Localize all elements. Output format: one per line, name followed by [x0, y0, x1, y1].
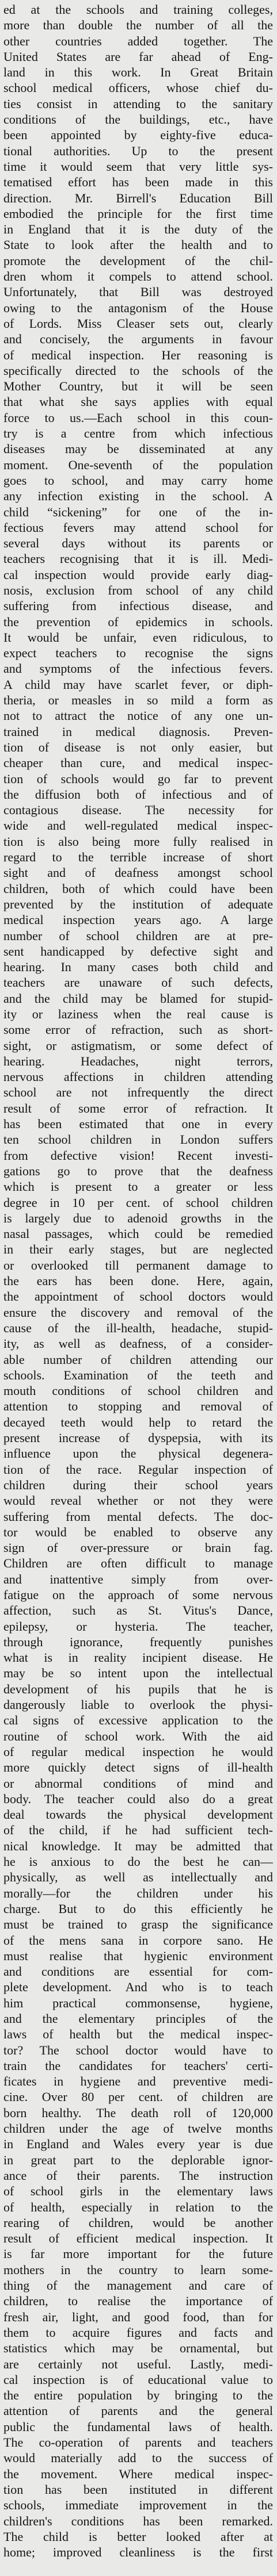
- text-line: ensure the discovery and removal of the: [3, 1305, 273, 1320]
- text-line: conditions of the buildings, etc., have: [3, 112, 273, 127]
- text-line: epilepsy, or hysteria. The teacher,: [3, 1619, 273, 1634]
- text-line: owing to the antagonism of the House: [3, 300, 273, 315]
- text-line: and the elementary principles of the: [3, 2011, 273, 2026]
- text-line: attention to stopping and removal of: [3, 1399, 273, 1414]
- text-line: child “sickening” for one of the in-: [3, 504, 273, 519]
- text-line: degree in 10 per cent. of school children: [3, 1195, 273, 1210]
- text-line: land in this work. In Great Britain: [3, 65, 273, 80]
- text-line: routine of school work. With the aid: [3, 1728, 273, 1743]
- text-line: and conditions are essential for com-: [3, 1964, 273, 1979]
- text-line: The child is better looked after at: [3, 2529, 273, 2544]
- text-line: him practical commonsense, hygiene,: [3, 1995, 273, 2010]
- text-line: school are not infrequently the direct: [3, 1085, 273, 1100]
- text-line: deal towards the physical development: [3, 1807, 273, 1822]
- text-line: fectious fevers may attend school for: [3, 520, 273, 535]
- text-line: affection, such as St. Vitus's Dance,: [3, 1603, 273, 1618]
- text-line: mouth conditions of school children and: [3, 1383, 273, 1398]
- text-line: expect teachers to recognise the signs: [3, 646, 273, 661]
- text-line: teachers are unaware of such defects,: [3, 975, 273, 990]
- text-line: from defective vision! Recent investi-: [3, 1148, 273, 1163]
- text-line: ficates in hygiene and preventive medi-: [3, 2074, 273, 2089]
- text-line: suffering from mental defects. The doc-: [3, 1509, 273, 1524]
- text-line: present increase of dyspepsia, with its: [3, 1431, 273, 1446]
- text-line: gations go to prove that the deafness: [3, 1163, 273, 1178]
- text-line: development of his pupils that he is: [3, 1681, 273, 1696]
- text-line: more than double the number of all the: [3, 18, 273, 33]
- text-line: fresh air, light, and good food, than for: [3, 2309, 273, 2324]
- text-line: in England and Wales every year is due: [3, 2137, 273, 2152]
- text-line: ed at the schools and training colleges,: [3, 2, 273, 17]
- text-line: would materially add to the success of: [3, 2451, 273, 2466]
- text-line: of school girls in the elementary laws: [3, 2184, 273, 2199]
- text-line: schools, immediate improvement in the: [3, 2498, 273, 2513]
- text-line: A child may have scarlet fever, or diph-: [3, 677, 273, 692]
- text-line: ity or laziness when the real cause is: [3, 1007, 273, 1021]
- text-line: and the child may be blamed for stupid-: [3, 991, 273, 1006]
- text-line: children, both of which could have been: [3, 881, 273, 896]
- text-line: thing of the management and care of: [3, 2278, 273, 2293]
- text-line: fatigue on the approach of some nervous: [3, 1587, 273, 1602]
- text-line: and symptoms of the infectious fevers.: [3, 661, 273, 676]
- text-line: number of school children are at pre-: [3, 928, 273, 943]
- text-line: children, to realise the importance of: [3, 2294, 273, 2309]
- text-line: wide and well-regulated medical inspec-: [3, 818, 273, 833]
- text-line: attention of parents and the general: [3, 2404, 273, 2418]
- text-line: in their early stages, but are neglected: [3, 1242, 273, 1257]
- text-line: moment. One-seventh of the population: [3, 457, 273, 472]
- text-line: laws of health but the medical inspec-: [3, 2027, 273, 2042]
- text-line: regard to the terrible increase of short: [3, 850, 273, 865]
- text-line: in great part to the deplorable ignor-: [3, 2152, 273, 2167]
- text-line: statistics which may be ornamental, but: [3, 2341, 273, 2356]
- text-line: or overlooked till permanent damage to: [3, 1258, 273, 1272]
- text-line: or abnormal conditions of mind and: [3, 1776, 273, 1791]
- text-line: the ears has been done. Here, again,: [3, 1274, 273, 1289]
- text-line: tion of schools would go far to prevent: [3, 771, 273, 786]
- text-line: cal signs of excessive application to the: [3, 1713, 273, 1728]
- text-line: of the mens sana in corpore sano. He: [3, 1933, 273, 1948]
- text-line: teachers recognising that it is ill. Medi-: [3, 551, 273, 566]
- text-line: children during their school years: [3, 1477, 273, 1492]
- text-line: cal inspection would provide early diag-: [3, 567, 273, 582]
- text-line: that what she says applies with equal: [3, 394, 273, 409]
- text-line: children's conditions has been remarked.: [3, 2513, 273, 2528]
- text-line: hearing. In many cases both child and: [3, 960, 273, 975]
- text-line: cheaper than cure, and medical inspec-: [3, 756, 273, 770]
- text-line: must realise that hygienic environment: [3, 1948, 273, 1963]
- text-line: in England that it is the duty of the: [3, 222, 273, 237]
- text-line: any infection existing in the school. A: [3, 489, 273, 504]
- text-line: not to attract the notice of any one un-: [3, 708, 273, 723]
- text-line: must be trained to grasp the significance: [3, 1917, 273, 1932]
- text-line: school medical officers, whose chief du-: [3, 80, 273, 95]
- text-line: direction. Mr. Birrell's Education Bill: [3, 190, 273, 205]
- text-line: through ignorance, frequently punishes: [3, 1634, 273, 1649]
- text-line: charge. But to do this efficiently he: [3, 1901, 273, 1916]
- text-line: home; improved cleanliness is the first: [3, 2545, 273, 2560]
- text-line: result of efficient medical inspection. It: [3, 2231, 273, 2246]
- text-line: try is a centre from which infectious: [3, 426, 273, 441]
- text-line: goes to school, and may carry home: [3, 473, 273, 488]
- text-line: children under the age of twelve months: [3, 2121, 273, 2136]
- text-line: rearing of children, would be another: [3, 2215, 273, 2230]
- text-line: tor would be enabled to observe any: [3, 1524, 273, 1539]
- text-line: and inattentive simply from over-: [3, 1571, 273, 1586]
- text-line: ance of their parents. The instruction: [3, 2168, 273, 2183]
- text-line: hearing. Headaches, night terrors,: [3, 1053, 273, 1068]
- text-line: them to acquire figures and facts and: [3, 2325, 273, 2340]
- text-line: cal inspection is of educational value to: [3, 2372, 273, 2387]
- text-line: of medical inspection. Her reasoning is: [3, 347, 273, 362]
- text-line: Unfortunately, that Bill was destroyed: [3, 285, 273, 300]
- text-line: United States are far ahead of Eng-: [3, 49, 273, 64]
- text-line: decayed teeth would help to retard the: [3, 1414, 273, 1429]
- text-line: physically, as well as intellectually and: [3, 1870, 273, 1885]
- text-line: the diffusion both of infectious and of: [3, 787, 273, 802]
- text-line: several days without its parents or: [3, 536, 273, 551]
- text-line: what is in reality incipient disease. He: [3, 1650, 273, 1665]
- text-line: The co-operation of parents and teachers: [3, 2435, 273, 2450]
- text-line: suffering from infectious disease, and: [3, 599, 273, 614]
- text-line: Mother Country, but it will be seen: [3, 379, 273, 394]
- text-line: tion is also being more fully realised in: [3, 834, 273, 849]
- text-line: able number of children attending our: [3, 1352, 273, 1367]
- text-line: born healthy. The death roll of 120,000: [3, 2105, 273, 2120]
- text-line: sight, or astigmatism, or some defect of: [3, 1038, 273, 1053]
- text-line: tor? The school doctor would have to: [3, 2042, 273, 2057]
- text-line: sign of over-pressure or brain fag.: [3, 1540, 273, 1555]
- text-line: of Lords. Miss Cleaser sets out, clearly: [3, 316, 273, 331]
- text-line: been appointed by eighty-five educa-: [3, 128, 273, 143]
- text-line: tion of the race. Regular inspection of: [3, 1462, 273, 1477]
- text-line: tion has been instituted in different: [3, 2482, 273, 2497]
- text-line: result of some error of refraction. It: [3, 1101, 273, 1116]
- text-line: tional authorities. Up to the present: [3, 143, 273, 158]
- text-line: time it would seem that very little sys-: [3, 159, 273, 174]
- text-line: It would be unfair, even ridiculous, to: [3, 630, 273, 645]
- text-line: prevented by the institution of adequate: [3, 896, 273, 911]
- text-line: the prevention of epidemics in schools.: [3, 614, 273, 629]
- text-line: embodied the principle for the first time: [3, 206, 273, 221]
- text-line: nosis, exclusion from school of any child: [3, 582, 273, 597]
- text-line: body. The teacher could also do a great: [3, 1791, 273, 1806]
- text-line: influence upon the physical degenera-: [3, 1446, 273, 1461]
- text-line: cine. Over 80 per cent. of children are: [3, 2090, 273, 2104]
- text-line: are certainly not useful. Lastly, medi-: [3, 2356, 273, 2371]
- text-line: morally—for the children under his: [3, 1885, 273, 1900]
- text-line: has been estimated that one in every: [3, 1117, 273, 1132]
- text-line: specifically directed to the schools of the: [3, 363, 273, 378]
- text-line: theria, or measles in so mild a form as: [3, 693, 273, 708]
- text-line: contagious disease. The necessity for: [3, 803, 273, 818]
- text-line: the appointment of school doctors would: [3, 1289, 273, 1304]
- text-line: and concisely, the arguments in favour: [3, 332, 273, 347]
- text-line: cause of the ill-health, headache, stupid-: [3, 1320, 273, 1335]
- text-line: dangerously liable to overlook the physi-: [3, 1697, 273, 1712]
- text-line: nical knowledge. It may be admitted that: [3, 1838, 273, 1853]
- text-line: force to us.—Each school in this coun-: [3, 410, 273, 425]
- text-line: would reveal whether or not they were: [3, 1493, 273, 1508]
- text-line: Children are often difficult to manage: [3, 1556, 273, 1571]
- text-line: other countries added together. The: [3, 33, 273, 48]
- text-line: ity, as well as deafness, of a consider-: [3, 1336, 273, 1351]
- text-line: State to look after the health and to: [3, 237, 273, 252]
- text-line: the movement. Where medical inspec-: [3, 2466, 273, 2481]
- text-line: of regular medical inspection he would: [3, 1744, 273, 1759]
- text-line: tematised effort has been made in this: [3, 175, 273, 190]
- text-line: the entire population by bringing to the: [3, 2388, 273, 2403]
- text-line: promote the development of the chil-: [3, 253, 273, 268]
- text-line: plete development. And who is to teach: [3, 1980, 273, 1995]
- text-line: train the candidates for teachers' certi-: [3, 2058, 273, 2073]
- text-line: which is present to a greater or less: [3, 1179, 273, 1194]
- text-line: of the child, if he had sufficient tech-: [3, 1823, 273, 1838]
- text-line: schools. Examination of the teeth and: [3, 1367, 273, 1382]
- text-line: more quickly detect signs of ill-health: [3, 1760, 273, 1775]
- text-line: some error of refraction, such as short-: [3, 1022, 273, 1037]
- text-line: ten school children in London suffers: [3, 1132, 273, 1147]
- text-line: he is anxious to do the best he can—: [3, 1854, 273, 1869]
- text-line: is far more important for the future: [3, 2247, 273, 2261]
- text-line: trained in medical diagnosis. Preven-: [3, 724, 273, 739]
- text-line: medical inspection years ago. A large: [3, 913, 273, 927]
- text-line: dren whom it compels to attend school.: [3, 269, 273, 284]
- text-line: is largely due to adenoid growths in the: [3, 1210, 273, 1225]
- text-line: diseases may be disseminated at any: [3, 442, 273, 457]
- text-line: public the fundamental laws of health.: [3, 2419, 273, 2434]
- text-line: ties consist in attending to the sanitary: [3, 96, 273, 111]
- text-line: sight and of deafness amongst school: [3, 865, 273, 880]
- text-line: nervous affections in children attending: [3, 1070, 273, 1084]
- text-line: nasal passages, which could be remedied: [3, 1226, 273, 1241]
- text-line: sent handicapped by defective sight and: [3, 944, 273, 959]
- text-line: mothers in the country to learn some-: [3, 2262, 273, 2277]
- text-line: of health, especially in relation to the: [3, 2199, 273, 2214]
- text-line: may be so intent upon the intellectual: [3, 1666, 273, 1681]
- text-line: tion of disease is not only easier, but: [3, 739, 273, 754]
